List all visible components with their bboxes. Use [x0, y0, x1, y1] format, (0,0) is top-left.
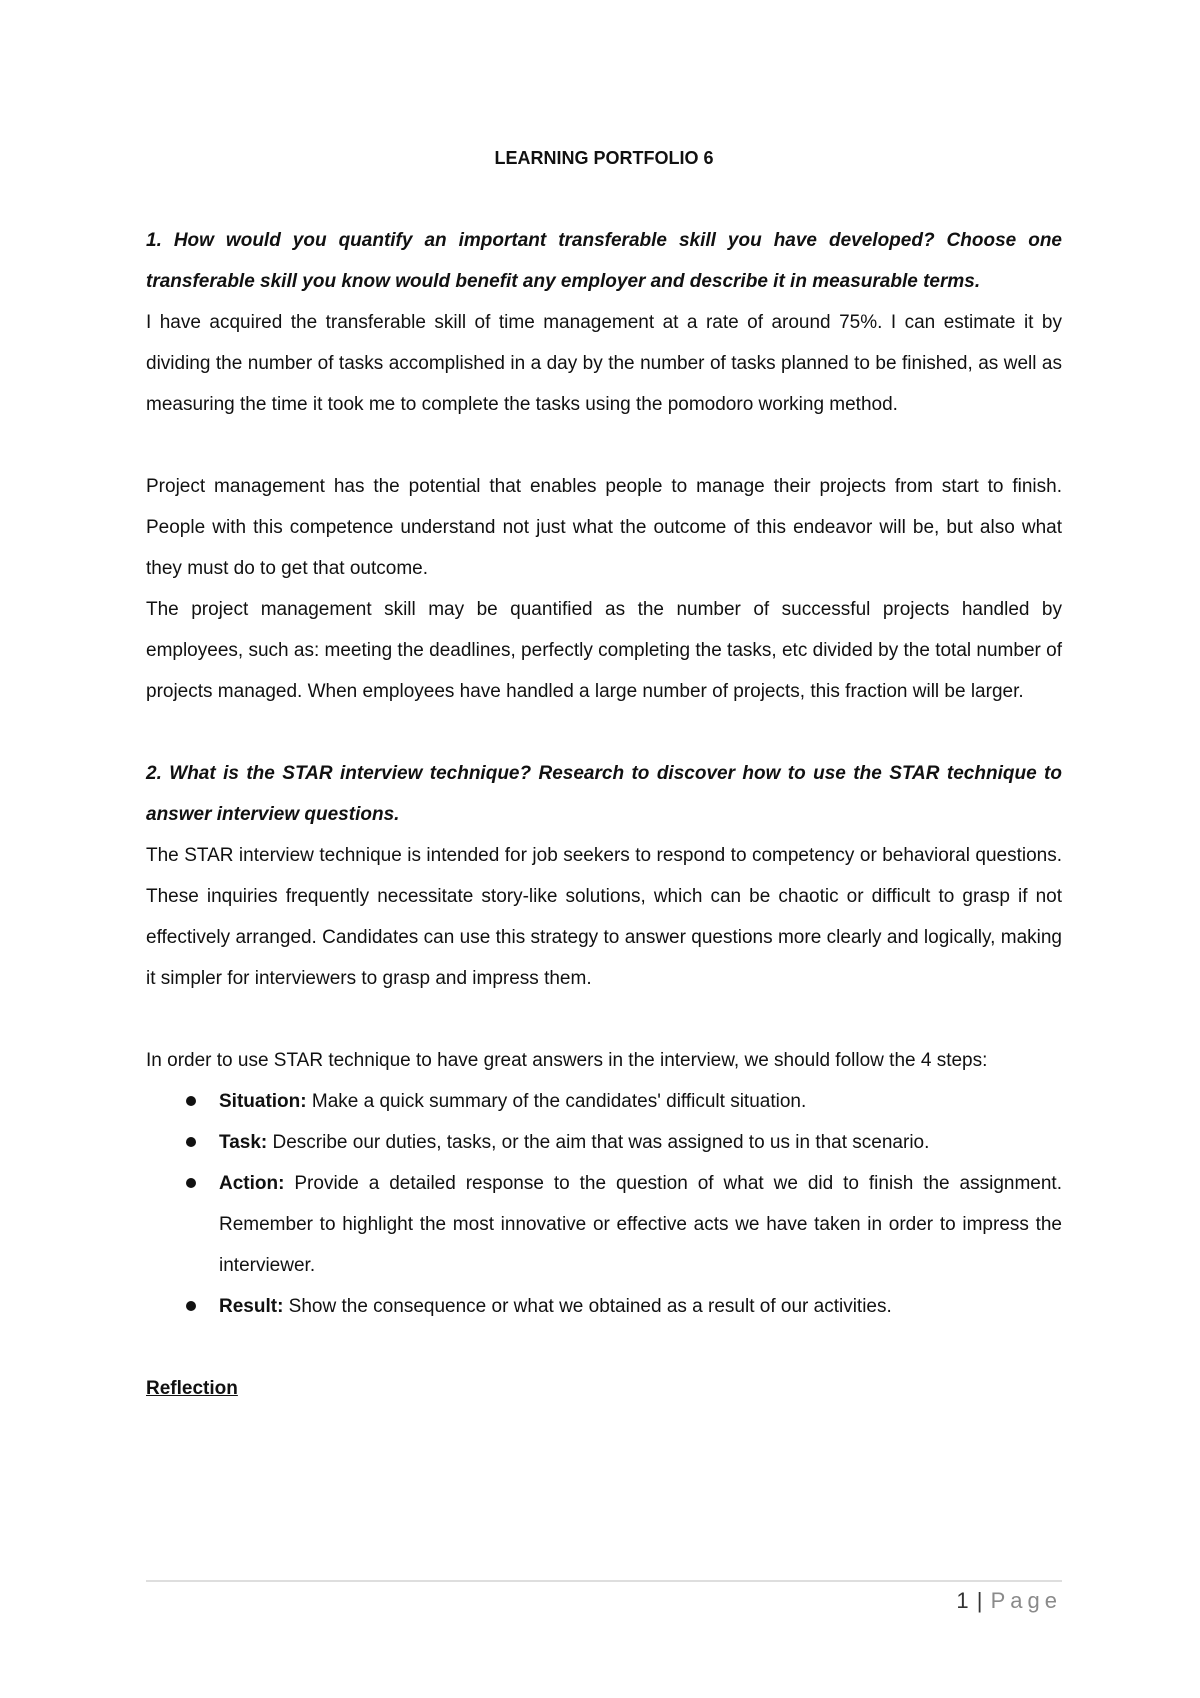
- step-term: Task:: [219, 1132, 268, 1153]
- page-number: 1: [956, 1588, 970, 1613]
- bullet-icon: [186, 1137, 196, 1147]
- footer-divider: [146, 1580, 1062, 1582]
- document-title: LEARNING PORTFOLIO 6: [494, 148, 714, 168]
- spacer: [146, 179, 1062, 220]
- step-term: Result:: [219, 1296, 284, 1317]
- spacer: [146, 712, 1062, 753]
- step-text: Make a quick summary of the candidates' difficult situation.: [306, 1091, 807, 1112]
- answer-paragraph-1: I have acquired the transferable skill of time management at a rate of around 75%. I can estimate it by dividing the number of tasks accomplished in a day by the number of tasks planned to be finished, as well as measuring the time it took me to complete the tasks using the pomodoro working method.: [146, 312, 1062, 415]
- step-term: Situation:: [219, 1091, 307, 1112]
- question-2: 2. What is the STAR interview technique? Research to discover how to use the STAR technique to answer interview questions.: [146, 763, 1062, 825]
- spacer: [146, 999, 1062, 1040]
- bullet-icon: [186, 1178, 196, 1188]
- star-steps-list: [146, 1081, 1062, 1327]
- step-text: Describe our duties, tasks, or the aim that was assigned to us in that scenario.: [267, 1132, 930, 1153]
- bullet-icon: [186, 1301, 196, 1311]
- reflection-heading: Reflection: [146, 1378, 238, 1399]
- list-item-situation: [146, 1081, 1062, 1122]
- answer-paragraph-3: The project management skill may be quantified as the number of successful projects handled by employees, such as: meeting the deadlines, perfectly completing the tasks, etc divided by the total number of projects managed. When employees have handled a large number of projects, this fraction will be larger.: [146, 599, 1062, 702]
- answer-paragraph-4: The STAR interview technique is intended for job seekers to respond to competency or behavioral questions. These inquiries frequently necessitate story-like solutions, which can be chaotic or difficult to grasp if not effectively arranged. Candidates can use this strategy to answer questions more clearly and logically, making it simpler for interviewers to grasp and impress them.: [146, 845, 1062, 989]
- footer-separator: |: [976, 1588, 984, 1613]
- page-label: Page: [990, 1588, 1062, 1613]
- bullet-icon: [186, 1096, 196, 1106]
- spacer: [146, 425, 1062, 466]
- step-term: Action:: [219, 1173, 285, 1194]
- step-text: Provide a detailed response to the question of what we did to finish the assignment. Remember to highlight the most innovative or effective acts we have taken in order to impress the interviewer.: [219, 1173, 1062, 1276]
- step-text: Show the consequence or what we obtained as a result of our activities.: [283, 1296, 892, 1317]
- list-item-result: [146, 1286, 1062, 1327]
- page-footer: [956, 1588, 1062, 1614]
- list-item-task: [146, 1122, 1062, 1163]
- steps-intro: In order to use STAR technique to have great answers in the interview, we should follow the 4 steps:: [146, 1050, 988, 1071]
- list-item-action: [146, 1163, 1062, 1286]
- document-body: [146, 138, 1062, 1409]
- spacer: [146, 1327, 1062, 1368]
- answer-paragraph-2: Project management has the potential that enables people to manage their projects from start to finish. People with this competence understand not just what the outcome of this endeavor will be, but also what they must do to get that outcome.: [146, 476, 1062, 579]
- question-1: 1. How would you quantify an important transferable skill you have developed? Choose one transferable skill you know would benefit any employer and describe it in measurable terms.: [146, 230, 1062, 292]
